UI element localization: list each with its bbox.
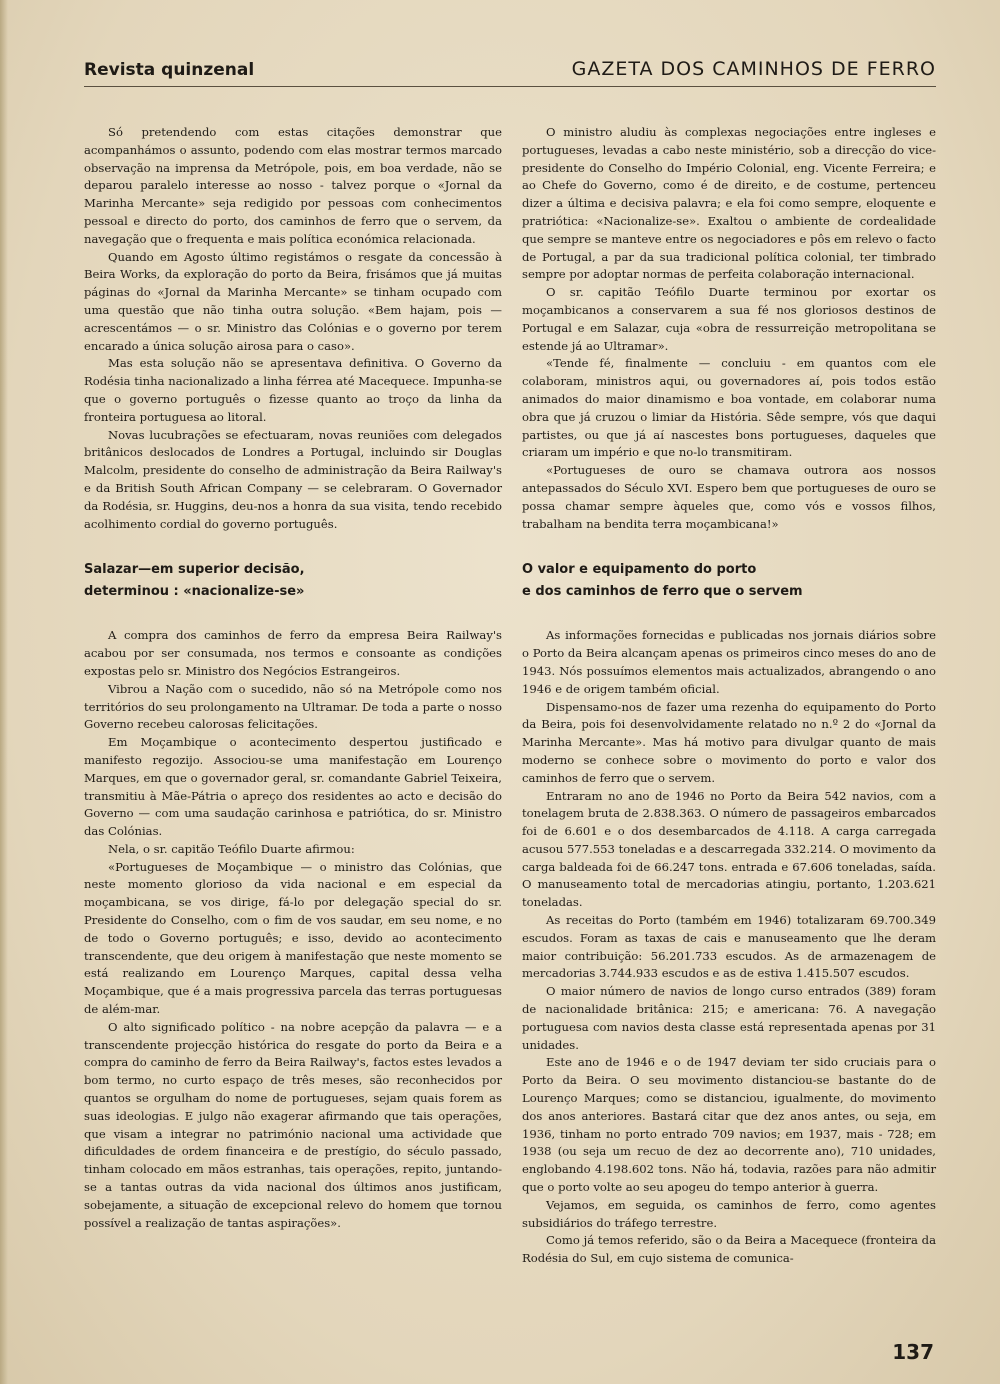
paragraph: Vejamos, em seguida, os caminhos de ferro, como agentes subsidiários do tráfego terrestre. bbox=[522, 1197, 936, 1230]
paragraph: As informações fornecidas e publicadas nos jornais diários sobre o Porto da Beira alcançam apenas os primeiros cinco meses do ano de 1943. Nós possuímos elementos mais actualizados, abrangendo o ano 1946 e de origem também oficial. bbox=[522, 628, 936, 696]
section-heading-salazar bbox=[84, 559, 502, 603]
paragraph: O ministro aludiu às complexas negociações entre ingleses e portugueses, levadas a cabo neste ministério, sob a direcção do vice-presidente do Conselho do Império Colonial, eng. Vicente Ferreira; e ao Chefe do Governo, como é de direito, e de costume, pertenceu dizer a última e decisiva palavra; e ela foi como sempre, eloquente e pratriótica: «Nacionalize-se». Exaltou o ambiente de cordealidade que sempre se manteve entre os negociadores e pôs em relevo o facto de Portugal, a par da sua tradicional política colonial, ter timbrado sempre por adoptar normas de perfeita colaboração internacional. bbox=[522, 125, 936, 282]
paragraph: O sr. capitão Teófilo Duarte terminou por exortar os moçambicanos a conservarem a sua fé nos gloriosos destinos de Portugal e em Salazar, cuja «obra de ressurreição metropolitana se estende já ao Ultramar». bbox=[522, 285, 936, 353]
paragraph: A compra dos caminhos de ferro da empresa Beira Railway's acabou por ser consumada, nos termos e consoante as condições expostas pelo sr. Ministro dos Negócios Estrangeiros. bbox=[84, 628, 502, 678]
paragraph: Vibrou a Nação com o sucedido, não só na Metrópole como nos territórios do seu prolongamento na Ultramar. De toda a parte o nosso Governo recebeu calorosas felicitações. bbox=[84, 681, 502, 732]
page-edge-shadow bbox=[0, 0, 8, 1384]
right-column bbox=[522, 124, 936, 1268]
header-publication-title: GAZETA DOS CAMINHOS DE FERRO bbox=[571, 58, 936, 80]
paragraph: Nela, o sr. capitão Teófilo Duarte afirmou: bbox=[108, 841, 355, 856]
paragraph: Dispensamo-nos de fazer uma rezenha do equipamento do Porto da Beira, pois foi desenvolvidamente relatado no n.º 2 do «Jornal da Marinha Mercante». Mas há motivo para divulgar quanto de mais moderno se conhece sobre o movimento do porto e valor dos caminhos de ferro que o servem. bbox=[522, 699, 936, 785]
paragraph: Este ano de 1946 e o de 1947 deviam ter sido cruciais para o Porto da Beira. O seu movimento distanciou-se bastante do de Lourenço Marques; como se distanciou, igualmente, do movimento dos anos anteriores. Bastará citar que dez anos antes, ou seja, em 1936, tinham no porto entrado 709 navios; em 1937, mais - 728; em 1938 (ou seja um recuo de dez ao decorrente ano), 710 unidades, englobando 4.198.602 tons. Não há, todavia, razões para não admitir que o porto volte ao seu apogeu do tempo anterior à guerra. bbox=[522, 1055, 936, 1195]
paragraph: As receitas do Porto (também em 1946) totalizaram 69.700.349 escudos. Foram as taxas de cais e manuseamento que lhe deram maior contribuição: 56.201.733 escudos. As de armazenagem de mercadorias 3.744.933 escudos e as de estiva 1.415.507 escudos. bbox=[522, 913, 936, 981]
paragraph: Só pretendendo com estas citações demonstrar que acompanhámos o assunto, podendo com elas mostrar termos marcado observação na imprensa da Metrópole, pois, em boa verdade, não se deparou paralelo interesse ao nosso - talvez porque o «Jornal da Marinha Mercante» seja redigido por pessoas com conhecimentos pessoal e directo do porto, dos caminhos de ferro que o servem, da navegação que o frequenta e mais política económica relacionada. bbox=[84, 125, 502, 246]
paragraph: Entraram no ano de 1946 no Porto da Beira 542 navios, com a tonelagem bruta de 2.838.363. O número de passageiros embarcados foi de 6.601 e o dos desembarcados de 4.118. A carga carregada acusou 577.553 toneladas e a descarregada 332.214. O movimento da carga baldeada foi de 66.247 tons. entrada e 67.606 toneladas, saída. O manuseamento total de mercadorias atingiu, portanto, 1.203.621 toneladas. bbox=[522, 788, 936, 910]
header-periodicity: Revista quinzenal bbox=[84, 60, 255, 80]
paragraph: Novas lucubrações se efectuaram, novas reuniões com delegados britânicos deslocados de Londres a Portugal, incluindo sir Douglas Malcolm, presidente do conselho de administração da Beira Railway's e da British South African Company — se celebraram. O Governador da Rodésia, sr. Huggins, deu-nos a honra da sua visita, tendo recebido acolhimento cordial do governo português. bbox=[84, 427, 502, 531]
paragraph: Mas esta solução não se apresentava definitiva. O Governo da Rodésia tinha nacionalizado a linha férrea até Macequece. Impunha-se que o governo português o fizesse quanto ao troço da linha da fronteira portuguesa ao litoral. bbox=[84, 356, 502, 424]
paragraph: «Portugueses de Moçambique — o ministro das Colónias, que neste momento glorioso da vida nacional e em especial da moçambicana, se vos dirige, fá-lo por delegação special do sr. Presidente do Conselho, com o fim de vos saudar, em seu nome, e no de todo o Governo português; e isso, devido ao acontecimento transcendente, que deu origem à manifestação que neste momento se está realizando em Lourenço Marques, capital dessa velha Moçambique, que é a mais progressiva parcela das terras portuguesas de além-mar. bbox=[84, 859, 502, 1017]
paragraph: «Portugueses de ouro se chamava outrora aos nossos antepassados do Século XVI. Espero bem que portugueses de ouro se possa chamar sempre àqueles que, como vós e vossos filhos, trabalham na bendita terra moçambicana!» bbox=[522, 463, 936, 531]
paragraph: Como já temos referido, são o da Beira a Macequece (fronteira da Rodésia do Sul, em cujo sistema de comunica- bbox=[522, 1233, 936, 1266]
section-heading-line: e dos caminhos de ferro que o servem bbox=[522, 584, 803, 600]
header-rule bbox=[84, 86, 936, 87]
section-heading-line: determinou : «nacionalize-se» bbox=[84, 584, 305, 600]
left-column bbox=[84, 124, 502, 1232]
paragraph: Em Moçambique o acontecimento despertou justificado e manifesto regozijo. Associou-se uma manifestação em Lourenço Marques, em que o governador geral, sr. comandante Gabriel Teixeira, transmitiu à Mãe-Pátria o apreço dos residentes ao acto e decisão do Governo — com uma saudação carinhosa e patriótica, do sr. Ministro das Colónias. bbox=[84, 735, 502, 839]
paragraph: Quando em Agosto último registámos o resgate da concessão à Beira Works, da exploração do porto da Beira, frisámos que já muitas páginas do «Jornal da Marinha Mercante» se tinham ocupado com uma questão que não tinha outra solução. «Bem hajam, pois — acrescentámos — o sr. Ministro das Colónias e o governo por terem encarado a única solução airosa para o caso». bbox=[84, 249, 502, 353]
section-heading-line: O valor e equipamento do porto bbox=[522, 562, 757, 578]
paragraph: «Tende fé, finalmente — concluiu - em quantos com ele colaboram, ministros aqui, ou governadores aí, pois todos estão animados do maior dinamismo e boa vontade, em colaborar numa obra que já cruzou o limiar da História. Sêde sempre, vós que daqui partistes, ou que já aí nascestes bons portugueses, daqueles que criaram um império e que no-lo transmitiram. bbox=[522, 356, 936, 460]
page-number: 137 bbox=[892, 1340, 934, 1364]
paragraph: O maior número de navios de longo curso entrados (389) foram de nacionalidade britânica: 215; e americana: 76. A navegação portuguesa com navios desta classe está representada apenas por 31 unidades. bbox=[522, 984, 936, 1052]
section-heading-line: Salazar—em superior decisão, bbox=[84, 562, 305, 578]
section-heading-port-value bbox=[522, 559, 936, 603]
paragraph: O alto significado político - na nobre acepção da palavra — e a transcendente projecção histórica do resgate do porto da Beira e a compra do caminho de ferro da Beira Railway's, factos estes levados a bom termo, no curto espaço de três meses, são reconhecidos por quantos se orgulham do nome de portugueses, sejam quais forem as suas ideologias. E julgo não exagerar afirmando que tais operações, que visam a integrar no património nacional uma actividade que dificuldades de ordem financeira e de prestígio, do século passado, tinham colocado em mãos estranhas, tais operações, repito, juntando-se a tantas outras da vida nacional dos últimos anos justificam, sobejamente, a situação de excepcional relevo do homem que tornou possível a realização de tantas aspirações». bbox=[84, 1019, 502, 1230]
